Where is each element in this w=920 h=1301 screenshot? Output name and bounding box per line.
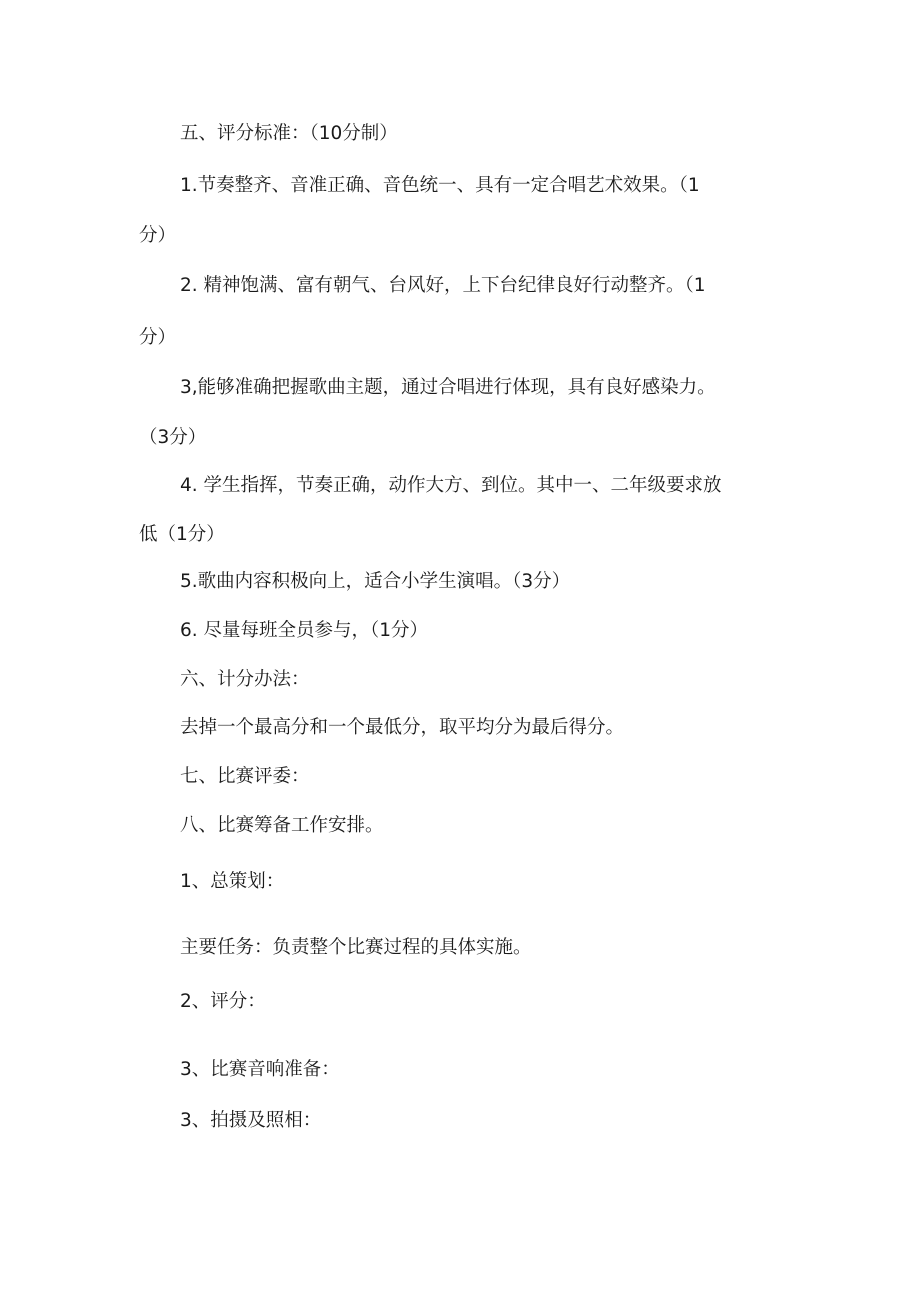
criterion-1-line-1: 1.节奏整齐、音准正确、音色统一、具有一定合唱艺术效果。（1 — [180, 175, 700, 196]
criterion-3-line-1: 3,能够准确把握歌曲主题，通过合唱进行体现，具有良好感染力。 — [180, 377, 716, 398]
criterion-5: 5.歌曲内容积极向上，适合小学生演唱。（3分） — [180, 571, 571, 592]
section-8-heading: 八、比赛筹备工作安排。 — [180, 815, 384, 836]
criterion-3-line-2: （3分） — [139, 427, 207, 448]
section-6-heading: 六、计分办法： — [180, 669, 310, 690]
section-5-heading: 五、评分标准：（10分制） — [180, 123, 398, 144]
task-audio: 3、比赛音响准备： — [180, 1059, 340, 1080]
task-planning-duty: 主要任务：负责整个比赛过程的具体实施。 — [180, 937, 532, 958]
criterion-2-line-2: 分） — [139, 327, 177, 348]
criterion-1-line-2: 分） — [139, 225, 177, 246]
task-planning: 1、总策划： — [180, 871, 285, 892]
scoring-method-text: 去掉一个最高分和一个最低分，取平均分为最后得分。 — [180, 717, 625, 738]
task-photography: 3、拍摄及照相： — [180, 1110, 322, 1131]
criterion-6: 6. 尽量每班全员参与，（1分） — [180, 620, 429, 641]
section-7-heading: 七、比赛评委： — [180, 766, 310, 787]
task-scoring: 2、评分： — [180, 991, 266, 1012]
criterion-4-line-2: 低（1分） — [139, 524, 225, 545]
criterion-2-line-1: 2. 精神饱满、富有朝气、台风好，上下台纪律良好行动整齐。（1 — [180, 275, 706, 296]
criterion-4-line-1: 4. 学生指挥，节奏正确，动作大方、到位。其中一、二年级要求放 — [180, 475, 722, 496]
